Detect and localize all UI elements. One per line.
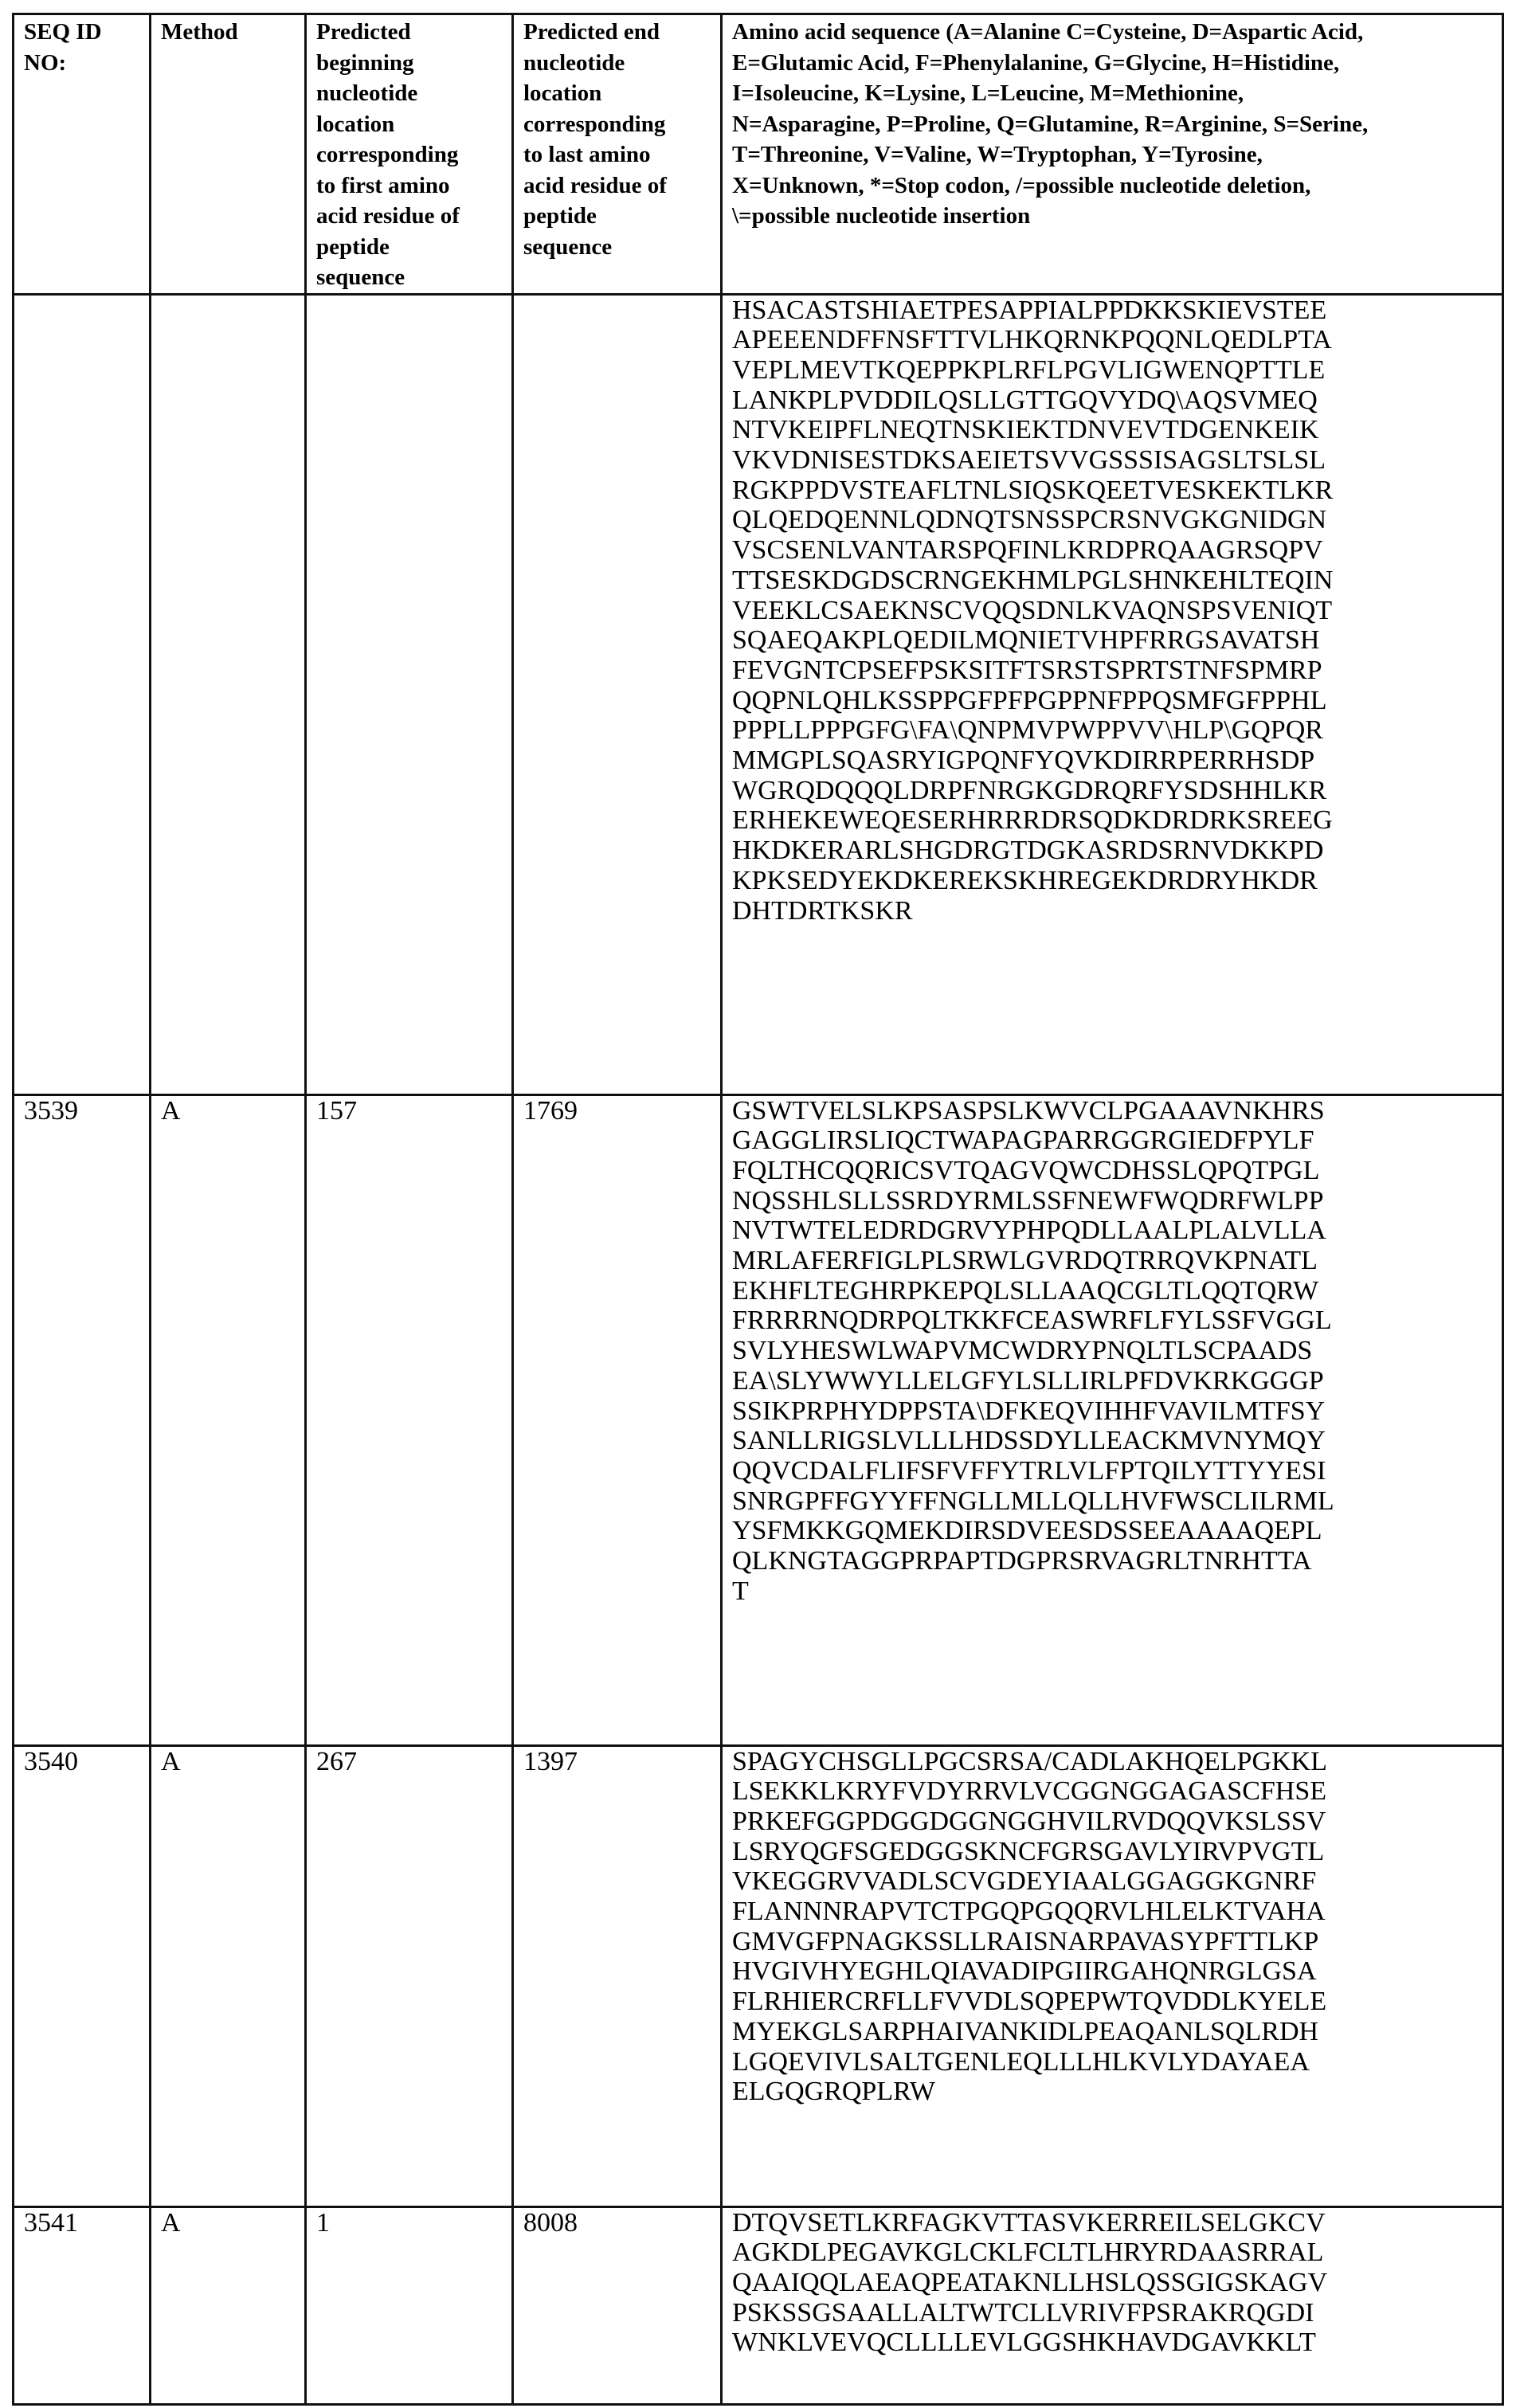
seq-id-cell: 3539 bbox=[14, 1094, 151, 1745]
begin-location-cell bbox=[306, 294, 513, 1094]
text-line: to last amino bbox=[523, 139, 720, 170]
text-line: HVGIVHYEGHLQIAVADIPGIIRGAHQNRGLGSA bbox=[732, 1956, 1502, 1987]
table-row bbox=[14, 1094, 1503, 1745]
text-line: acid residue of bbox=[523, 170, 720, 202]
text-line: sequence bbox=[523, 232, 720, 263]
text-line: PRKEFGGPDGGDGGNGGHVILRVDQQVKSLSSV bbox=[732, 1807, 1502, 1837]
text-line: VKEGGRVVADLSCVGDEYIAALGGAGGKGNRF bbox=[732, 1866, 1502, 1897]
text-line: peptide bbox=[523, 201, 720, 232]
sequence-cell bbox=[722, 294, 1503, 1094]
text-line: FLRHIERCRFLLFVVDLSQPEPWTQVDDLKYELE bbox=[732, 1987, 1502, 2017]
text-line: corresponding bbox=[523, 109, 720, 140]
text-line: VEEKLCSAEKNSCVQQSDNLKVAQNSPSVENIQT bbox=[732, 596, 1502, 626]
text-line: EKHFLTEGHRPKEPQLSLLAAQCGLTLQQTQRW bbox=[732, 1276, 1502, 1306]
text-line: beginning bbox=[316, 48, 511, 79]
table-row bbox=[14, 2206, 1503, 2404]
text-line: ELGQGRQPLRW bbox=[732, 2077, 1502, 2107]
text-line: T=Threonine, V=Valine, W=Tryptophan, Y=Tyrosine, bbox=[732, 139, 1502, 170]
text-line: SNRGPFFGYYFFNGLLMLLQLLHVFWSCLILRML bbox=[732, 1486, 1502, 1517]
text-line: nucleotide bbox=[316, 78, 511, 109]
text-line: location bbox=[316, 109, 511, 140]
text-line: N=Asparagine, P=Proline, Q=Glutamine, R=Arginine, S=Serine, bbox=[732, 109, 1502, 140]
sequence-cell bbox=[722, 2206, 1503, 2404]
text-line: LSRYQGFSGEDGGSKNCFGRSGAVLYIRVPVGTL bbox=[732, 1837, 1502, 1867]
text-line: nucleotide bbox=[523, 48, 720, 79]
begin-location-cell: 157 bbox=[306, 1094, 513, 1745]
begin-location-cell: 1 bbox=[306, 2206, 513, 2404]
text-line: VKVDNISESTDKSAEIETSVVGSSSISAGSLTSLSL bbox=[732, 445, 1502, 476]
text-line: sequence bbox=[316, 262, 511, 293]
text-line: FEVGNTCPSEFPSKSITFTSRSTSPRTSTNFSPMRP bbox=[732, 656, 1502, 686]
text-line: FRRRRNQDRPQLTKKFCEASWRFLFYLSSFVGGL bbox=[732, 1306, 1502, 1336]
text-line: GMVGFPNAGKSSLLRAISNARPAVASYPFTTLKP bbox=[732, 1927, 1502, 1957]
seq-id-cell: 3541 bbox=[14, 2206, 151, 2404]
text-line: HSACASTSHIAETPESAPPIALPPDKKSKIEVSTEE bbox=[732, 296, 1502, 326]
text-line: GAGGLIRSLIQCTWAPAGPARRGGRGIEDFPYLF bbox=[732, 1126, 1502, 1156]
text-line: Amino acid sequence (A=Alanine C=Cysteine, D=Aspartic Acid, bbox=[732, 17, 1502, 48]
sequence-cell bbox=[722, 1094, 1503, 1745]
header-amino-acid-sequence bbox=[722, 14, 1503, 295]
method-cell: A bbox=[151, 1745, 306, 2206]
header-method bbox=[151, 14, 306, 295]
text-line: location bbox=[523, 78, 720, 109]
table-row bbox=[14, 294, 1503, 1094]
text-line: T bbox=[732, 1576, 1502, 1607]
sequence-table bbox=[12, 13, 1504, 2406]
text-line: LANKPLPVDDILQSLLGTTGQVYDQ\AQSVMEQ bbox=[732, 386, 1502, 416]
text-line: SVLYHESWLWAPVMCWDRYPNQLTLSCPAADS bbox=[732, 1336, 1502, 1366]
header-begin-location bbox=[306, 14, 513, 295]
text-line: corresponding bbox=[316, 139, 511, 170]
text-line: Predicted bbox=[316, 17, 511, 48]
text-line: peptide bbox=[316, 232, 511, 263]
text-line: VSCSENLVANTARSPQFINLKRDPRQAAGRSQPV bbox=[732, 535, 1502, 566]
text-line: SANLLRIGSLVLLLHDSSDYLLEACKMVNYMQY bbox=[732, 1426, 1502, 1456]
table-row bbox=[14, 1745, 1503, 2206]
text-line: APEEENDFFNSFTTVLHKQRNKPQQNLQEDLPTA bbox=[732, 325, 1502, 355]
text-line: YSFMKKGQMEKDIRSDVEESDSSEEAAAAQEPL bbox=[732, 1516, 1502, 1546]
end-location-cell: 1397 bbox=[513, 1745, 722, 2206]
end-location-cell bbox=[513, 294, 722, 1094]
text-line: ERHEKEWEQESERHRRRDRSQDKDRDRKSREEG bbox=[732, 805, 1502, 836]
sequence-cell bbox=[722, 1745, 1503, 2206]
header-row bbox=[14, 14, 1503, 295]
text-line: NQSSHLSLLSSRDYRMLSSFNEWFWQDRFWLPP bbox=[732, 1186, 1502, 1216]
text-line: AGKDLPEGAVKGLCKLFCLTLHRYRDAASRRAL bbox=[732, 2238, 1502, 2268]
text-line: FQLTHCQQRICSVTQAGVQWCDHSSLQPQTPGL bbox=[732, 1156, 1502, 1186]
text-line: SEQ ID bbox=[24, 17, 149, 48]
end-location-cell: 8008 bbox=[513, 2206, 722, 2404]
text-line: KPKSEDYEKDKEREKSKHREGEKDRDRYHKDR bbox=[732, 866, 1502, 896]
text-line: DHTDRTKSKR bbox=[732, 896, 1502, 926]
text-line: PPPLLPPPGFG\FA\QNPMVPWPPVV\HLP\GQPQR bbox=[732, 715, 1502, 746]
text-line: I=Isoleucine, K=Lysine, L=Leucine, M=Methionine, bbox=[732, 78, 1502, 109]
text-line: GSWTVELSLKPSASPSLKWVCLPGAAAVNKHRS bbox=[732, 1096, 1502, 1126]
text-line: VEPLMEVTKQEPPKPLRFLPGVLIGWENQPTTLE bbox=[732, 355, 1502, 386]
method-cell: A bbox=[151, 2206, 306, 2404]
text-line: QQPNLQHLKSSPPGFPFPGPPNFPPQSMFGFPPHL bbox=[732, 686, 1502, 716]
text-line: acid residue of bbox=[316, 201, 511, 232]
text-line: SSIKPRPHYDPPSTA\DFKEQVIHHFVAVILMTFSY bbox=[732, 1396, 1502, 1427]
text-line: PSKSSGSAALLALTWTCLLVRIVFPSRAKRQGDI bbox=[732, 2298, 1502, 2328]
text-line: TTSESKDGDSCRNGEKHMLPGLSHNKEHLTEQIN bbox=[732, 566, 1502, 596]
text-line: MMGPLSQASRYIGPQNFYQVKDIRRPERRHSDP bbox=[732, 746, 1502, 776]
text-line: E=Glutamic Acid, F=Phenylalanine, G=Glycine, H=Histidine, bbox=[732, 48, 1502, 79]
text-line: DTQVSETLKRFAGKVTTASVKERREILSELGKCV bbox=[732, 2208, 1502, 2238]
text-line: Predicted end bbox=[523, 17, 720, 48]
text-line: to first amino bbox=[316, 170, 511, 202]
method-cell bbox=[151, 294, 306, 1094]
text-line: MRLAFERFIGLPLSRWLGVRDQTRRQVKPNATL bbox=[732, 1246, 1502, 1276]
text-line: LSEKKLKRYFVDYRRVLVCGGNGGAGASCFHSE bbox=[732, 1776, 1502, 1807]
text-line: RGKPPDVSTEAFLTNLSIQSKQEETVESKEKTLKR bbox=[732, 476, 1502, 506]
text-line: SPAGYCHSGLLPGCSRSA/CADLAKHQELPGKKL bbox=[732, 1747, 1502, 1777]
text-line: NO: bbox=[24, 48, 149, 79]
seq-id-cell: 3540 bbox=[14, 1745, 151, 2206]
text-line: QLKNGTAGGPRPAPTDGPRSRVAGRLTNRHTTA bbox=[732, 1546, 1502, 1576]
text-line: \=possible nucleotide insertion bbox=[732, 201, 1502, 232]
text-line: MYEKGLSARPHAIVANKIDLPEAQANLSQLRDH bbox=[732, 2017, 1502, 2047]
header-seq-id bbox=[14, 14, 151, 295]
text-line: X=Unknown, *=Stop codon, /=possible nucleotide deletion, bbox=[732, 170, 1502, 202]
method-cell: A bbox=[151, 1094, 306, 1745]
text-line: QAAIQQLAEAQPEATAKNLLHSLQSSGIGSKAGV bbox=[732, 2268, 1502, 2298]
text-line: NVTWTELEDRDGRVYPHPQDLLAALPLALVLLA bbox=[732, 1216, 1502, 1246]
text-line: NTVKEIPFLNEQTNSKIEKTDNVEVTDGENKEIK bbox=[732, 415, 1502, 445]
text-line: SQAEQAKPLQEDILMQNIETVHPFRRGSAVATSH bbox=[732, 625, 1502, 656]
text-line: FLANNNRAPVTCTPGQPGQQRVLHLELKTVAHA bbox=[732, 1897, 1502, 1927]
text-line: QLQEDQENNLQDNQTSNSSPCRSNVGKGNIDGN bbox=[732, 505, 1502, 535]
begin-location-cell: 267 bbox=[306, 1745, 513, 2206]
text-line: EA\SLYWWYLLELGFYLSLLIRLPFDVKRKGGGP bbox=[732, 1366, 1502, 1396]
header-end-location bbox=[513, 14, 722, 295]
seq-id-cell bbox=[14, 294, 151, 1094]
text-line: WGRQDQQQLDRPFNRGKGDRQRFYSDSHHLKR bbox=[732, 776, 1502, 806]
text-line: WNKLVEVQCLLLLEVLGGSHKHAVDGAVKKLT bbox=[732, 2328, 1502, 2358]
text-line: HKDKERARLSHGDRGTDGKASRDSRNVDKKPD bbox=[732, 836, 1502, 866]
text-line: Method bbox=[161, 17, 304, 48]
text-line: LGQEVIVLSALTGENLEQLLLHLKVLYDAYAEA bbox=[732, 2047, 1502, 2077]
end-location-cell: 1769 bbox=[513, 1094, 722, 1745]
text-line: QQVCDALFLIFSFVFFYTRLVLFPTQILYTTYYESI bbox=[732, 1456, 1502, 1486]
